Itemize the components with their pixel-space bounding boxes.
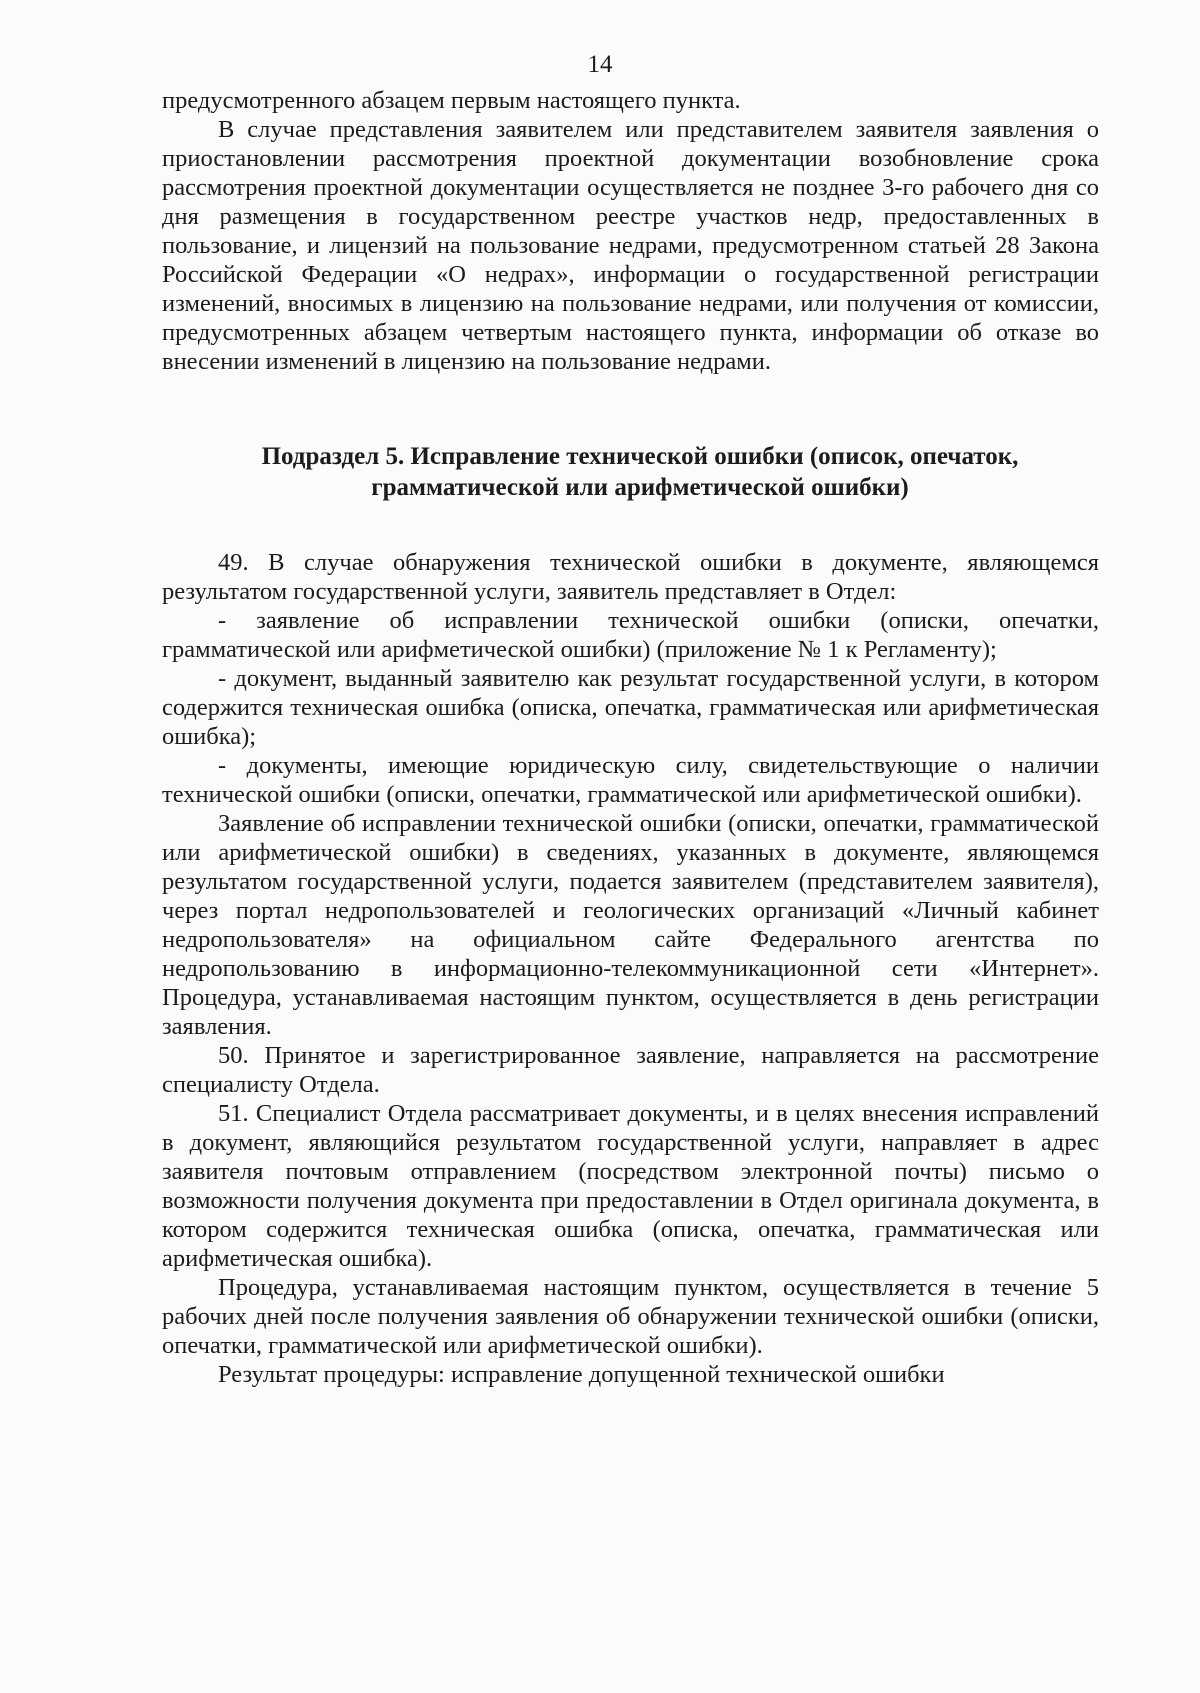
subsection-heading-line-2: грамматической или арифметической ошибки)	[371, 474, 909, 501]
paragraph-49: 49. В случае обнаружения технической ошибки в документе, являющемся результатом государственной услуги, заявитель представляет в Отдел:	[162, 549, 1099, 605]
paragraph-51: 51. Специалист Отдела рассматривает документы, и в целях внесения исправлений в документ, являющийся результатом государственной услуги, направляет в адрес заявителя почтовым отправлением (посредством электронной почты) письмо о возможности получения документа при предоставлении в Отдел оригинала документа, в котором содержится техническая ошибка (описка, опечатка, грамматическая или арифметическая ошибка).	[162, 1100, 1099, 1272]
subsection-heading-line-1: Подраздел 5. Исправление технической ошибки (описок, опечаток,	[261, 443, 1019, 470]
main-text-block	[162, 548, 1099, 1389]
paragraph-50: 50. Принятое и зарегистрированное заявление, направляется на рассмотрение специалисту Отдела.	[162, 1042, 1099, 1098]
subsection-heading	[200, 441, 1080, 503]
paragraph-application-submission: Заявление об исправлении технической ошибки (описки, опечатки, грамматической или арифметической ошибки) в сведениях, указанных в документе, являющемся результатом государственной услуги, подается заявителем (представителем заявителя), через портал недропользователей и геологических организаций «Личный кабинет недропользователя» на официальном сайте Федерального агентства по недропользованию в информационно-телекоммуникационной сети «Интернет». Процедура, устанавливаемая настоящим пунктом, осуществляется в день регистрации заявления.	[162, 810, 1099, 1040]
list-item-issued-document: - документ, выданный заявителю как результат государственной услуги, в котором содержится техническая ошибка (описка, опечатка, грамматическая или арифметическая ошибка);	[162, 665, 1099, 750]
list-item-legal-documents: - документы, имеющие юридическую силу, свидетельствующие о наличии технической ошибки (описки, опечатки, грамматической или арифметической ошибки).	[162, 752, 1099, 808]
page-number: 14	[587, 51, 613, 78]
paragraph-procedure-result: Результат процедуры: исправление допущенной технической ошибки	[218, 1361, 945, 1388]
paragraph-procedure-term: Процедура, устанавливаемая настоящим пунктом, осуществляется в течение 5 рабочих дней после получения заявления об обнаружении технической ошибки (описки, опечатки, грамматической или арифметической ошибки).	[162, 1274, 1099, 1359]
paragraph-continuation: предусмотренного абзацем первым настоящего пункта.	[162, 87, 741, 114]
top-text-block	[162, 86, 1099, 376]
list-item-application: - заявление об исправлении технической ошибки (описки, опечатки, грамматической или арифметической ошибки) (приложение № 1 к Регламенту);	[162, 607, 1099, 663]
paragraph-resumption-term: В случае представления заявителем или представителем заявителя заявления о приостановлении рассмотрения проектной документации возобновление срока рассмотрения проектной документации осуществляется не позднее 3-го рабочего дня со дня размещения в государственном реестре участков недр, предоставленных в пользование, и лицензий на пользование недрами, предусмотренном статьей 28 Закона Российской Федерации «О недрах», информации о государственной регистрации изменений, вносимых в лицензию на пользование недрами, или получения от комиссии, предусмотренных абзацем четвертым настоящего пункта, информации об отказе во внесении изменений в лицензию на пользование недрами.	[162, 116, 1099, 375]
